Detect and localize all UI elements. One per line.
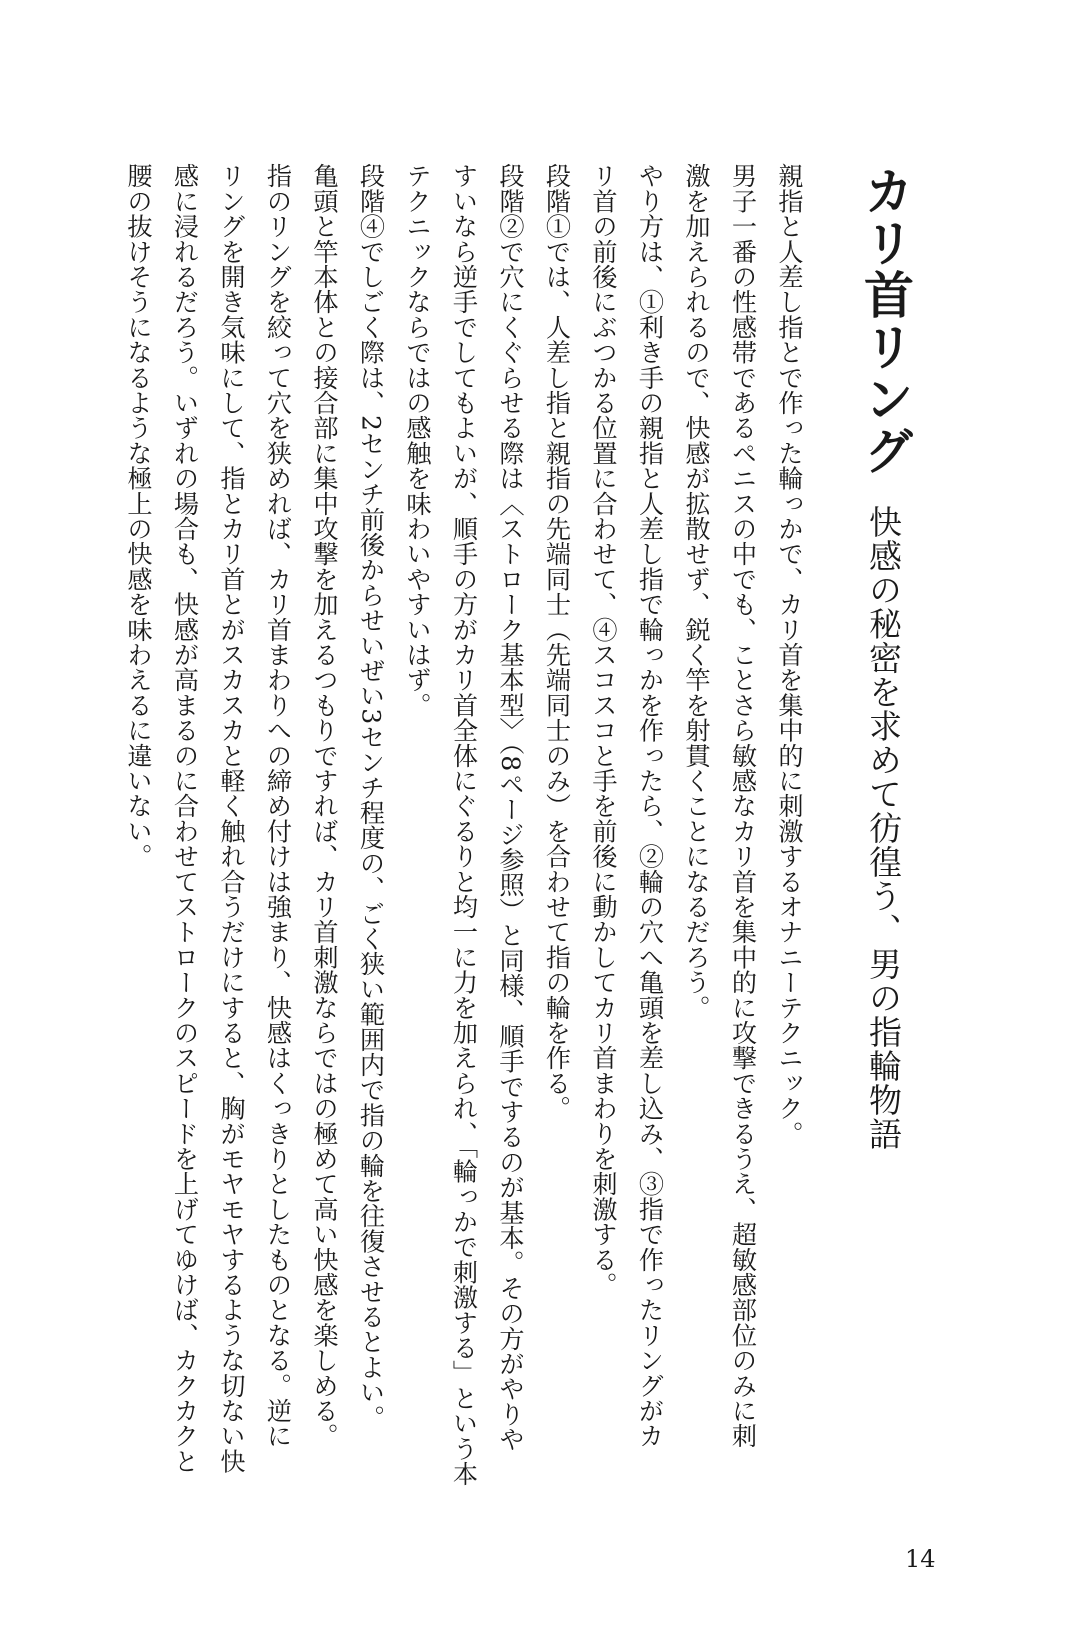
text-column: テクニックならではの感触を味わいやすいはず。 <box>403 163 432 718</box>
text-column: 亀頭と竿本体との接合部に集中攻撃を加えるつもりですれば、カリ首刺激ならではの極めて高い快感を楽しめる。 <box>310 163 339 1449</box>
text-column: 感に浸れるだろう。いずれの場合も、快感が高まるのに合わせてストロークのスピードを上げてゆけば、カクカクと <box>170 163 200 1474</box>
text-column: リ首の前後にぶつかる位置に合わせて、④スコスコと手を前後に動かしてカリ首まわりを刺激する。 <box>589 163 618 1297</box>
text-column: 激を加えられるので、快感が拡散せず、鋭く竿を射貫くことになるだろう。 <box>682 163 711 1020</box>
page-title: カリ首リング <box>856 165 914 477</box>
text-column: 段階①では、人差し指と親指の先端同士（先端同士のみ）を合わせて指の輪を作る。 <box>542 163 572 1121</box>
body-text <box>115 163 813 1486</box>
text-column: 指のリングを絞って穴を狭めれば、カリ首まわりへの締め付けは強まり、快感はくっきりとしたものとなる。逆に <box>263 163 293 1449</box>
text-column: 男子一番の性感帯であるペニスの中でも、ことさら敏感なカリ首を集中的に攻撃できるうえ、超敏感部位のみに刺 <box>728 163 758 1449</box>
page-subtitle: 快感の秘密を求めて彷徨う、男の指輪物語 <box>864 505 903 1151</box>
text-column: やり方は、①利き手の親指と人差し指で輪っかを作ったら、②輪の穴へ亀頭を差し込み、③指で作ったリングがカ <box>635 163 665 1449</box>
text-column: 段階④でしごく際は、2センチ前後からせいぜい3センチ程度の、ごく狭い範囲内で指の輪を往復させるとよい。 <box>356 163 386 1430</box>
text-column: 段階②で穴にくぐらせる際は〈ストローク基本型〉（8ページ参照）と同様、順手でするのが基本。その方がやりや <box>496 163 525 1452</box>
page-number: 14 <box>905 1545 936 1573</box>
text-column: すいなら逆手でしてもよいが、順手の方がカリ首全体にぐるりと均一に力を加えられ、「輪っかで刺激する」という本 <box>449 163 479 1486</box>
text-column: リングを開き気味にして、指とカリ首とがスカスカと軽く触れ合うだけにすると、胸がモヤモヤするような切ない快 <box>217 163 246 1474</box>
text-column: 腰の抜けそうになるような極上の快感を味わえるに違いない。 <box>124 163 153 869</box>
text-column: 親指と人差し指とで作った輪っかで、カリ首を集中的に刺激するオナニーテクニック。 <box>775 163 804 1146</box>
